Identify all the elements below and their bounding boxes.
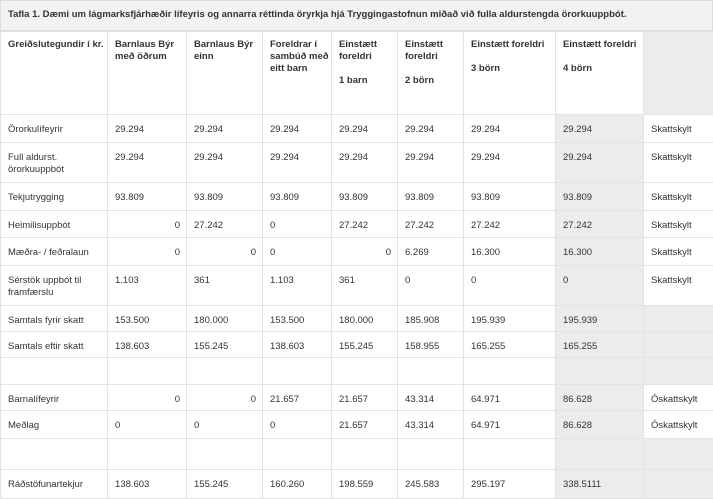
table-cell: 29.294 <box>398 115 464 143</box>
tax-status <box>644 439 713 470</box>
table-cell: 93.809 <box>464 183 556 211</box>
table-cell: 29.294 <box>187 115 263 143</box>
tax-status: Skattskylt <box>644 238 713 266</box>
row-label: Full aldurst. örorkuuppbót <box>1 143 108 183</box>
table-cell: 29.294 <box>332 115 398 143</box>
table-cell: 27.242 <box>398 211 464 238</box>
table-row <box>1 332 713 358</box>
table-cell: 21.657 <box>332 411 398 439</box>
table-row <box>1 211 713 238</box>
column-header-sub: 3 börn <box>471 63 555 75</box>
table-cell: 93.809 <box>263 183 332 211</box>
table-cell: 361 <box>332 266 398 306</box>
table-cell <box>187 358 263 385</box>
table-row <box>1 143 713 183</box>
table-cell: 1.103 <box>263 266 332 306</box>
table-cell: 0 <box>398 266 464 306</box>
tax-status: Skattskylt <box>644 143 713 183</box>
column-header-1 <box>108 32 187 115</box>
table-cell: 29.294 <box>108 143 187 183</box>
tax-status: Skattskylt <box>644 266 713 306</box>
table-cell: 0 <box>263 238 332 266</box>
table-cell: 0 <box>187 385 263 411</box>
column-header-sub: 1 barn <box>339 75 397 87</box>
column-header-main: Einstætt foreldri <box>339 39 377 62</box>
column-header-main: Einstætt foreldri <box>471 39 544 50</box>
header-row <box>1 32 713 115</box>
table-cell <box>398 439 464 470</box>
row-label: Heimilisuppbót <box>1 211 108 238</box>
table-row <box>1 411 713 439</box>
table-cell: 0 <box>556 266 644 306</box>
table-cell: 86.628 <box>556 411 644 439</box>
table-cell: 29.294 <box>108 115 187 143</box>
table-cell: 6.269 <box>398 238 464 266</box>
table-cell: 29.294 <box>556 115 644 143</box>
table-cell: 29.294 <box>263 143 332 183</box>
table-cell: 0 <box>108 211 187 238</box>
table-cell: 0 <box>108 238 187 266</box>
table-cell <box>398 358 464 385</box>
table-cell: 195.939 <box>556 306 644 332</box>
table-row <box>1 266 713 306</box>
row-label <box>1 439 108 470</box>
table-cell <box>332 358 398 385</box>
table-cell: 27.242 <box>187 211 263 238</box>
tax-status: Skattskylt <box>644 183 713 211</box>
table-body <box>1 115 713 499</box>
table-cell: 27.242 <box>556 211 644 238</box>
table-cell <box>263 439 332 470</box>
table-cell: 43.314 <box>398 385 464 411</box>
table-cell: 180.000 <box>187 306 263 332</box>
row-label: Ráðstöfunartekjur <box>1 470 108 499</box>
column-header-2 <box>187 32 263 115</box>
table-cell: 64.971 <box>464 411 556 439</box>
column-header-sub: 4 börn <box>563 63 643 75</box>
table-cell: 138.603 <box>108 332 187 358</box>
table-row <box>1 358 713 385</box>
table-cell: 0 <box>187 238 263 266</box>
table-cell: 93.809 <box>332 183 398 211</box>
table-row <box>1 115 713 143</box>
column-header-3 <box>263 32 332 115</box>
column-header-4 <box>332 32 398 115</box>
table-cell: 29.294 <box>398 143 464 183</box>
table-cell: 155.245 <box>187 332 263 358</box>
tax-status <box>644 306 713 332</box>
column-header-main: Einstætt foreldri <box>405 39 443 62</box>
table-cell: 93.809 <box>108 183 187 211</box>
table-caption: Tafla 1. Dæmi um lágmarksfjárhæðir lífeyris og annarra réttinda öryrkja hjá Tryggingastofnun miðað við fulla aldurstengda örorkuuppbót. <box>0 0 713 31</box>
table-cell: 16.300 <box>464 238 556 266</box>
table-cell: 93.809 <box>187 183 263 211</box>
row-label: Samtals fyrir skatt <box>1 306 108 332</box>
row-label: Barnalífeyrir <box>1 385 108 411</box>
row-label <box>1 358 108 385</box>
table-row <box>1 470 713 499</box>
column-header-main: Greiðslutegundir í kr. <box>8 39 104 50</box>
table-cell: 138.603 <box>108 470 187 499</box>
table-cell: 0 <box>263 211 332 238</box>
table-cell: 0 <box>187 411 263 439</box>
table-cell <box>108 358 187 385</box>
table-cell: 155.245 <box>332 332 398 358</box>
table-cell: 338.5111 <box>556 470 644 499</box>
table-cell <box>464 439 556 470</box>
table-cell: 21.657 <box>332 385 398 411</box>
table-cell: 165.255 <box>464 332 556 358</box>
table-cell: 64.971 <box>464 385 556 411</box>
table-cell <box>332 439 398 470</box>
table-cell: 158.955 <box>398 332 464 358</box>
benefits-table <box>0 31 713 499</box>
table-cell: 0 <box>108 411 187 439</box>
column-header-main: Einstætt foreldri <box>563 39 636 50</box>
table-cell: 0 <box>332 238 398 266</box>
table-cell: 155.245 <box>187 470 263 499</box>
tax-status: Skattskylt <box>644 211 713 238</box>
row-label: Sérstök uppbót til framfærslu <box>1 266 108 306</box>
table-cell: 153.500 <box>263 306 332 332</box>
table-cell: 0 <box>263 411 332 439</box>
table-cell: 0 <box>464 266 556 306</box>
column-header-main: Foreldrar í sambúð með eitt barn <box>270 39 329 74</box>
column-header-5 <box>398 32 464 115</box>
table-row <box>1 183 713 211</box>
tax-status <box>644 358 713 385</box>
table-row <box>1 385 713 411</box>
column-header-0 <box>1 32 108 115</box>
table-cell: 195.939 <box>464 306 556 332</box>
table-cell: 93.809 <box>556 183 644 211</box>
table-row <box>1 238 713 266</box>
table-cell <box>464 358 556 385</box>
tax-status: Óskattskylt <box>644 385 713 411</box>
column-header-7 <box>556 32 644 115</box>
table-cell: 138.603 <box>263 332 332 358</box>
table-cell: 29.294 <box>464 143 556 183</box>
table-cell: 180.000 <box>332 306 398 332</box>
table-cell <box>263 358 332 385</box>
table-cell <box>556 358 644 385</box>
tax-status <box>644 470 713 499</box>
row-label: Mæðra- / feðralaun <box>1 238 108 266</box>
column-header-main: Barnlaus Býr með öðrum <box>115 39 174 62</box>
table-cell: 1.103 <box>108 266 187 306</box>
table-row <box>1 306 713 332</box>
table-cell <box>187 439 263 470</box>
tax-status: Óskattskylt <box>644 411 713 439</box>
table-cell <box>108 439 187 470</box>
table-cell: 29.294 <box>464 115 556 143</box>
table-cell: 29.294 <box>263 115 332 143</box>
row-label: Meðlag <box>1 411 108 439</box>
table-cell: 21.657 <box>263 385 332 411</box>
tax-status: Skattskylt <box>644 115 713 143</box>
table-cell: 0 <box>108 385 187 411</box>
table-cell: 27.242 <box>332 211 398 238</box>
table-cell: 29.294 <box>332 143 398 183</box>
tax-status <box>644 332 713 358</box>
row-label: Örorkulífeyrir <box>1 115 108 143</box>
row-label: Tekjutrygging <box>1 183 108 211</box>
column-header-6 <box>464 32 556 115</box>
row-label: Samtals eftir skatt <box>1 332 108 358</box>
table-cell: 245.583 <box>398 470 464 499</box>
column-header-sub: 2 börn <box>405 75 463 87</box>
table-cell: 43.314 <box>398 411 464 439</box>
table-row <box>1 439 713 470</box>
table-cell: 93.809 <box>398 183 464 211</box>
table-cell: 86.628 <box>556 385 644 411</box>
table-cell: 16.300 <box>556 238 644 266</box>
table-cell: 295.197 <box>464 470 556 499</box>
table-cell <box>556 439 644 470</box>
table-cell: 185.908 <box>398 306 464 332</box>
column-header-8 <box>644 32 713 115</box>
table-cell: 361 <box>187 266 263 306</box>
table-cell: 29.294 <box>556 143 644 183</box>
column-header-main: Barnlaus Býr einn <box>194 39 253 62</box>
table-cell: 160.260 <box>263 470 332 499</box>
table-cell: 27.242 <box>464 211 556 238</box>
table-cell: 153.500 <box>108 306 187 332</box>
table-cell: 198.559 <box>332 470 398 499</box>
table-cell: 29.294 <box>187 143 263 183</box>
table-cell: 165.255 <box>556 332 644 358</box>
